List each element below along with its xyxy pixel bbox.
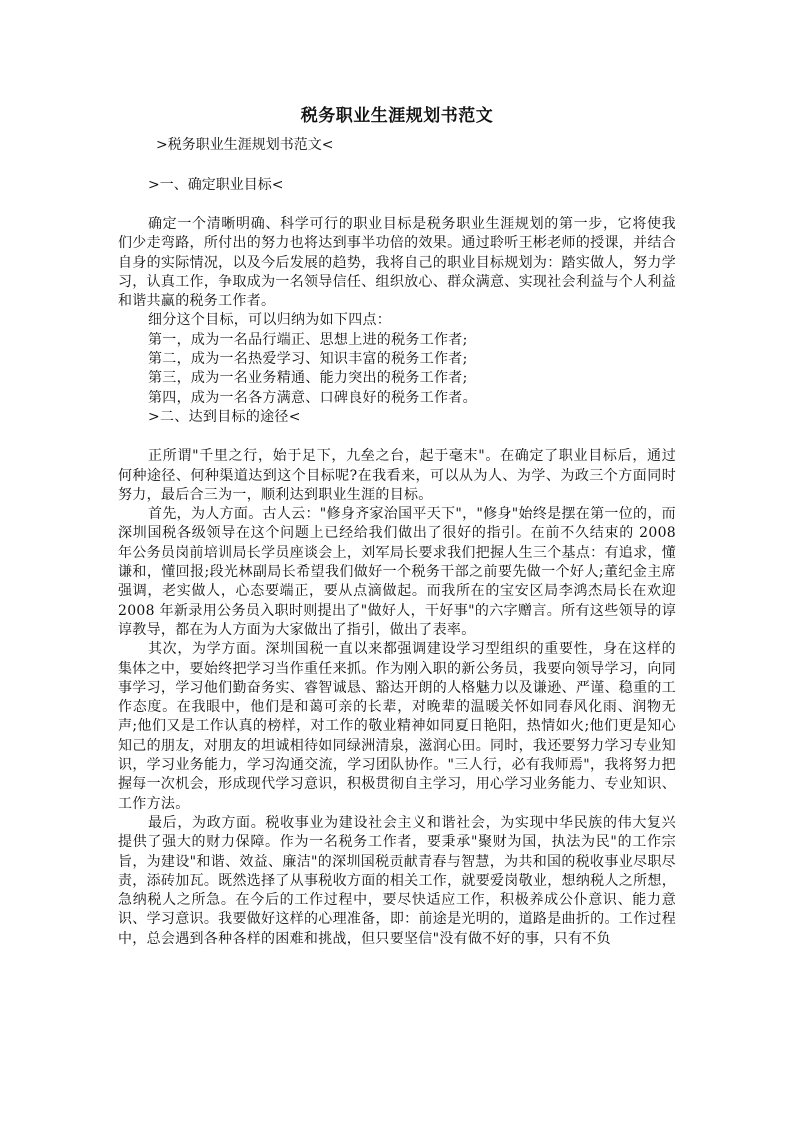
goal-point-1: 第一，成为一名品行端正、思想上进的税务工作者;: [148, 331, 468, 348]
section-2-paragraph-learning: 其次，为学方面。深圳国税一直以来都强调建设学习型组织的重要性，身在这样的集体之中，要始终把学习当作重任来抓。作为刚入职的新公务员，我要向领导学习，向同事学习，学习他们勤奋务实、睿智诚恳、豁达开朗的人格魅力以及谦逊、严谨、稳重的工作态度。在我眼中，他们是和蔼可亲的长辈，对晚辈的温暖关怀如同春风化雨、润物无声;他们又是工作认真的榜样，对工作的敬业精神如同夏日艳阳，热情如火;他们更是知心知己的朋友，对朋友的坦诚相待如同绿洲清泉，滋润心田。同时，我还要努力学习专业知识，学习业务能力，学习沟通交流，学习团队协作。"三人行，必有我师焉"，我将努力把握每一次机会，形成现代学习意识，积极贯彻自主学习，用心学习业务能力、专业知识、工作方法。: [118, 641, 676, 812]
section-1-lead: 细分这个目标，可以归纳为如下四点：: [148, 312, 392, 329]
section-2-paragraph-governance: 最后，为政方面。税收事业为建设社会主义和谐社会，为实现中华民族的伟大复兴提供了强大的财力保障。作为一名税务工作者，要秉承"聚财为国，执法为民"的工作宗旨，为建设"和谐、效益、廉洁"的深圳国税贡献青春与智慧，为共和国的税收事业尽职尽责，添砖加瓦。既然选择了从事税收方面的相关工作，就要爱岗敬业，想纳税人之所想，急纳税人之所急。在今后的工作过程中，要尽快适应工作，积极养成公仆意识、能力意识、学习意识。我要做好这样的心理准备，即：前途是光明的，道路是曲折的。工作过程中，总会遇到各种各样的困难和挑战，但只要坚信"没有做不好的事，只有不负: [118, 814, 676, 947]
goal-point-2: 第二，成为一名热爱学习、知识丰富的税务工作者;: [148, 351, 468, 368]
goal-point-4: 第四，成为一名各方满意、口碑良好的税务工作者。: [148, 389, 477, 406]
section-2-paragraph-1: 正所谓"千里之行，始于足下，九垒之台，起于毫末"。在确定了职业目标后，通过何种途径、何种渠道达到这个目标呢?在我看来，可以从为人、为学、为政三个方面同时努力，最后合三为一，顺利达到职业生涯的目标。: [118, 448, 676, 503]
section-2-paragraph-conduct: 首先，为人方面。古人云："修身齐家治国平天下"，"修身"始终是摆在第一位的，而深圳国税各级领导在这个问题上已经给我们做出了很好的指引。在前不久结束的 2008 年公务员岗前培训局长学员座谈会上，刘军局长要求我们把握人生三个基点：有追求，懂谦和，懂回报;段光林副局长希望我们做好一个税务干部之前要先做一个好人;董纪金主席强调，老实做人，心态要端正，要从点滴做起。而我所在的宝安区局李鸿杰局长在欢迎 2008 年新录用公务员入职时则提出了"做好人，干好事"的六字赠言。所有这些领导的谆谆教导，都在为人方面为大家做出了指引，做出了表率。: [118, 506, 676, 638]
section-2-heading: >二、达到目标的途径<: [148, 408, 301, 425]
document-title: 税务职业生涯规划书范文: [300, 106, 494, 126]
document-page: [118, 104, 676, 949]
document-subtitle: >税务职业生涯规划书范文<: [156, 137, 334, 153]
spacer: [118, 427, 676, 447]
spacer: [118, 155, 676, 176]
spacer: [118, 195, 676, 215]
goal-point-3: 第三，成为一名业务精通、能力突出的税务工作者;: [148, 370, 468, 387]
section-1-intro: 确定一个清晰明确、科学可行的职业目标是税务职业生涯规划的第一步，它将使我们少走弯路，所付出的努力也将达到事半功倍的效果。通过聆听王彬老师的授课，并结合自身的实际情况，以及今后发展的趋势，我将自己的职业目标规划为：踏实做人，努力学习，认真工作，争取成为一名领导信任、组织放心、群众满意、实现社会利益与个人利益和谐共赢的税务工作者。: [118, 216, 676, 310]
section-1-heading: >一、确定职业目标<: [148, 177, 284, 193]
